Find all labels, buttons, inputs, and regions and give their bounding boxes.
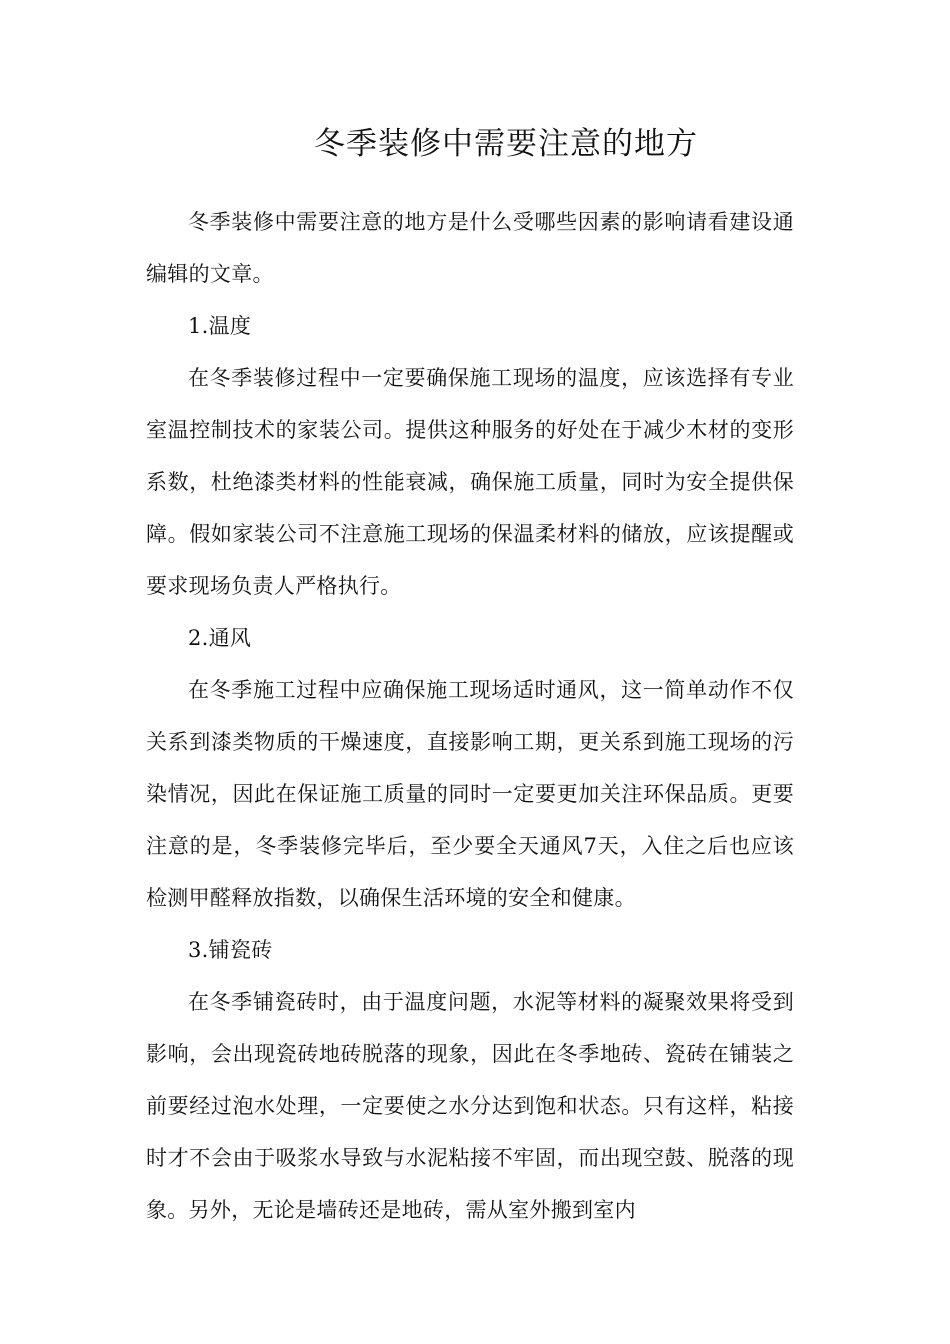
heading-tiling: 3.铺瓷砖 — [188, 938, 273, 962]
paragraph-ventilation: 在冬季施工过程中应确保施工现场适时通风，这一简单动作不仅关系到漆类物质的干燥速度，直接影响工期，更关系到施工现场的污染情况，因此在保证施工质量的同时一定要更加关注环保品质。更要注意的是，冬季装修完毕后，至少要全天通风7天，入住之后也应该检测甲醛释放指数，以确保生活环境的安全和健康。 — [146, 678, 794, 910]
heading-ventilation: 2.通风 — [188, 626, 252, 650]
paragraph-tiling: 在冬季铺瓷砖时，由于温度问题，水泥等材料的凝聚效果将受到影响，会出现瓷砖地砖脱落的现象，因此在冬季地砖、瓷砖在铺装之前要经过泡水处理，一定要使之水分达到饱和状态。只有这样，粘接时才不会由于吸浆水导致与水泥粘接不牢固，而出现空鼓、脱落的现象。另外，无论是墙砖还是地砖，需从室外搬到室内 — [146, 990, 794, 1222]
document-body — [146, 196, 794, 1236]
paragraph-temperature: 在冬季装修过程中一定要确保施工现场的温度，应该选择有专业室温控制技术的家装公司。提供这种服务的好处在于减少木材的变形系数，杜绝漆类材料的性能衰减，确保施工质量，同时为安全提供保障。假如家装公司不注意施工现场的保温柔材料的储放，应该提醒或要求现场负责人严格执行。 — [146, 366, 794, 598]
paragraph-intro: 冬季装修中需要注意的地方是什么受哪些因素的影响请看建设通编辑的文章。 — [146, 210, 794, 286]
document-title: 冬季装修中需要注意的地方 — [314, 126, 698, 162]
heading-temperature: 1.温度 — [188, 314, 252, 338]
